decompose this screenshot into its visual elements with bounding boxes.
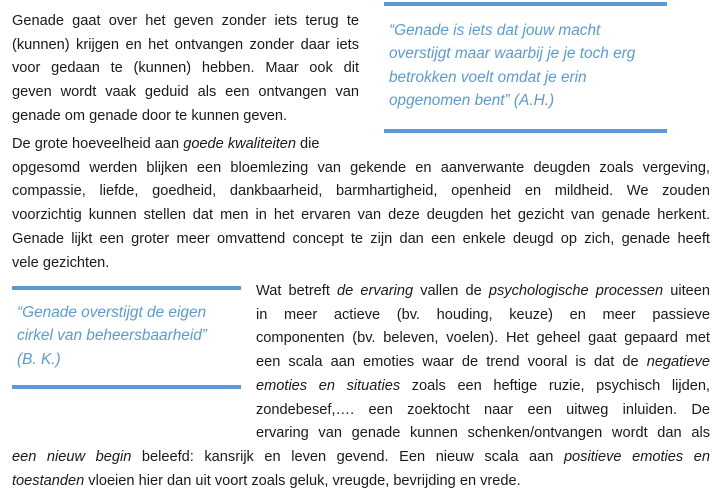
emphasis-text: goede kwaliteiten xyxy=(183,136,296,152)
quote-line: “Genade overstijgt de eigen xyxy=(17,304,207,321)
emphasis-text: psychologische processen xyxy=(488,283,664,299)
quote-line: betrokken voelt omdat je erin xyxy=(389,68,587,86)
text-run: De grote hoeveelheid aan xyxy=(12,136,184,152)
text-run: uiteen xyxy=(663,283,711,299)
paragraph-line: componenten (bv. beleven, voelen). Het geheel gaat gepaard met xyxy=(256,330,710,347)
paragraph-line: genade om genade door te kunnen geven. xyxy=(12,107,288,124)
quote-line: opgenomen bent” (A.H.) xyxy=(389,92,555,110)
paragraph-line: opgesomd werden blijken een bloemlezing van gekende en aanverwante deugden zoals vergeving, xyxy=(12,159,710,176)
text-run: vloeien hier dan uit voort zoals geluk, vreugde, bevrijding en vrede. xyxy=(84,472,521,489)
pull-quote-ah xyxy=(384,2,667,133)
paragraph-line: in meer actieve (bv. houding, keuze) en meer passieve xyxy=(256,306,710,323)
pull-quote-bk xyxy=(12,286,241,389)
emphasis-text: een nieuw begin xyxy=(12,449,132,465)
text-run: een scala aan emoties waar de trend vooral is dat de xyxy=(256,354,647,371)
paragraph-experience xyxy=(256,280,710,446)
paragraph-line xyxy=(12,133,710,157)
quote-text xyxy=(389,19,667,113)
quote-top-rule xyxy=(384,2,667,6)
paragraph-line: ervaring van genade kunnen schenken/ontvangen wordt dan als xyxy=(256,425,710,442)
paragraph-line: zondebesef,…. een zoektocht naar een uitweg inluiden. De xyxy=(256,401,710,418)
paragraph-line: compassie, liefde, goedheid, dankbaarheid, barmhartigheid, openheid en mildheid. We zouden xyxy=(12,183,710,200)
quote-top-rule xyxy=(12,286,241,290)
paragraph-line: voor gedaan te (kunnen) hebben. Maar ook dit xyxy=(12,60,359,77)
paragraph-line xyxy=(256,375,710,399)
paragraph-line: geven wordt vaak geduid als een ontvangen van xyxy=(12,84,359,101)
quote-line: (B. K.) xyxy=(17,350,61,368)
quote-line: overstijgt maar waarbij je je toch erg xyxy=(389,45,636,63)
text-run: zoals een heftige ruzie, psychisch lijden, xyxy=(400,377,710,394)
emphasis-text: positieve emoties en xyxy=(563,449,710,465)
emphasis-text: negatieve xyxy=(646,354,710,371)
paragraph-line xyxy=(256,280,710,304)
paragraph-experience-continued xyxy=(12,446,710,493)
emphasis-text: emoties en situaties xyxy=(256,377,401,394)
quote-line: “Genade is iets dat jouw macht xyxy=(389,22,601,39)
quote-text xyxy=(17,301,241,371)
quote-bottom-rule xyxy=(12,385,241,389)
paragraph-qualities xyxy=(12,133,710,275)
text-run: Wat betreft xyxy=(256,283,338,299)
paragraph-intro xyxy=(12,10,359,129)
paragraph-line: vele gezichten. xyxy=(12,254,110,271)
paragraph-line: Genade lijkt een groter meer omvattend concept te zijn dan een enkele deugd op zich, genade heeft xyxy=(12,230,710,247)
paragraph-line xyxy=(256,351,710,375)
paragraph-line xyxy=(12,470,710,493)
paragraph-line: (kunnen) krijgen en het ontvangen zonder daar iets xyxy=(12,36,359,53)
emphasis-text: toestanden xyxy=(12,472,85,489)
paragraph-line: voorzichtig kunnen stellen dat men in het ervaren van deze deugden het gezicht van genade herkent. xyxy=(12,207,710,224)
emphasis-text: de ervaring xyxy=(337,283,414,299)
text-run: beleefd: kansrijk en leven gevend. Een nieuw scala aan xyxy=(131,449,564,465)
paragraph-line: Genade gaat over het geven zonder iets terug te xyxy=(12,13,359,29)
text-run: die xyxy=(295,136,320,152)
quote-line: cirkel van beheersbaarheid” xyxy=(17,327,207,345)
paragraph-line xyxy=(12,446,710,470)
text-run: vallen de xyxy=(413,283,489,299)
